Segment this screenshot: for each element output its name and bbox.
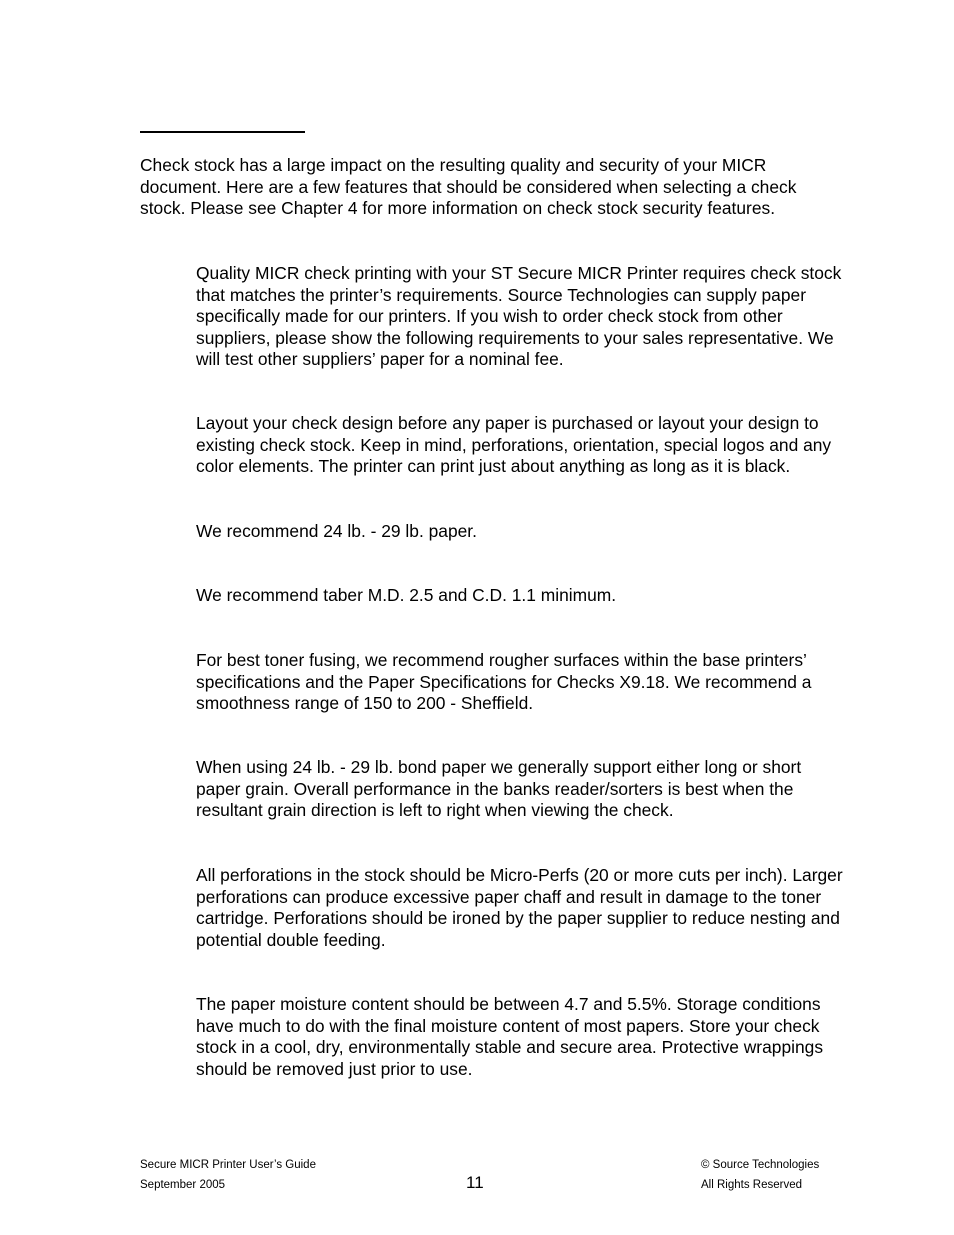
section-paragraph-moisture bbox=[196, 994, 823, 1080]
paragraph-line: perforations can produce excessive paper chaff and result in damage to the toner bbox=[196, 886, 822, 907]
section-paragraph-perforations bbox=[196, 865, 843, 951]
paragraph-line: stock in a cool, dry, environmentally stable and secure area. Protective wrappings bbox=[196, 1037, 824, 1058]
section-paragraph-layout bbox=[196, 413, 831, 478]
footer-rights: All Rights Reserved bbox=[701, 1179, 802, 1191]
paragraph-line: Quality MICR check printing with your ST Secure MICR Printer requires check stock bbox=[196, 263, 842, 283]
paragraph-line: cartridge. Perforations should be ironed by the paper supplier to reduce nesting and bbox=[196, 908, 840, 929]
paragraph-line: paper grain. Overall performance in the banks reader/sorters is best when the bbox=[196, 778, 794, 799]
paragraph-line: existing check stock. Keep in mind, perforations, orientation, special logos and any bbox=[196, 434, 832, 455]
intro-line: Check stock has a large impact on the resulting quality and security of your MICR bbox=[140, 155, 767, 175]
section-paragraph-grain bbox=[196, 757, 801, 822]
paragraph-line: suppliers, please show the following requirements to your sales representative. We bbox=[196, 327, 834, 348]
heading-underline-rule bbox=[140, 131, 305, 133]
section-paragraph-smoothness bbox=[196, 650, 811, 715]
paragraph-line: We recommend 24 lb. - 29 lb. paper. bbox=[196, 521, 477, 541]
paragraph-line: specifications and the Paper Specifications for Checks X9.18. We recommend a bbox=[196, 671, 812, 692]
intro-line: document. Here are a few features that should be considered when selecting a check bbox=[140, 176, 797, 197]
paragraph-line: that matches the printer’s requirements. Source Technologies can supply paper bbox=[196, 284, 806, 305]
paragraph-line: resultant grain direction is left to right when viewing the check. bbox=[196, 800, 674, 821]
paragraph-line: For best toner fusing, we recommend rougher surfaces within the base printers’ bbox=[196, 650, 807, 670]
paragraph-line: specifically made for our printers. If you wish to order check stock from other bbox=[196, 306, 783, 327]
section-paragraph-quality-micr bbox=[196, 263, 841, 371]
paragraph-line: will test other suppliers’ paper for a nominal fee. bbox=[196, 349, 564, 370]
paragraph-line: should be removed just prior to use. bbox=[196, 1058, 473, 1079]
footer-date: September 2005 bbox=[140, 1179, 226, 1191]
footer-guide-title: Secure MICR Printer User’s Guide bbox=[140, 1159, 316, 1171]
intro-line: stock. Please see Chapter 4 for more information on check stock security features. bbox=[140, 198, 776, 219]
footer-left bbox=[140, 1155, 316, 1195]
paragraph-line: All perforations in the stock should be Micro-Perfs (20 or more cuts per inch). Larger bbox=[196, 865, 843, 885]
section-paragraph-weight bbox=[196, 521, 477, 543]
paragraph-line: When using 24 lb. - 29 lb. bond paper we generally support either long or short bbox=[196, 757, 802, 777]
paragraph-line: potential double feeding. bbox=[196, 929, 386, 950]
footer-right bbox=[701, 1155, 819, 1195]
footer-copyright: © Source Technologies bbox=[701, 1159, 820, 1171]
paragraph-line: have much to do with the final moisture content of most papers. Store your check bbox=[196, 1015, 820, 1036]
paragraph-line: smoothness range of 150 to 200 - Sheffield. bbox=[196, 693, 534, 714]
paragraph-line: Layout your check design before any paper is purchased or layout your design to bbox=[196, 413, 819, 433]
paragraph-line: color elements. The printer can print just about anything as long as it is black. bbox=[196, 456, 791, 477]
section-paragraph-stiffness bbox=[196, 585, 616, 607]
page-number: 11 bbox=[466, 1173, 484, 1192]
paragraph-line: We recommend taber M.D. 2.5 and C.D. 1.1 minimum. bbox=[196, 585, 617, 605]
intro-paragraph bbox=[140, 155, 796, 220]
paragraph-line: The paper moisture content should be between 4.7 and 5.5%. Storage conditions bbox=[196, 994, 821, 1014]
